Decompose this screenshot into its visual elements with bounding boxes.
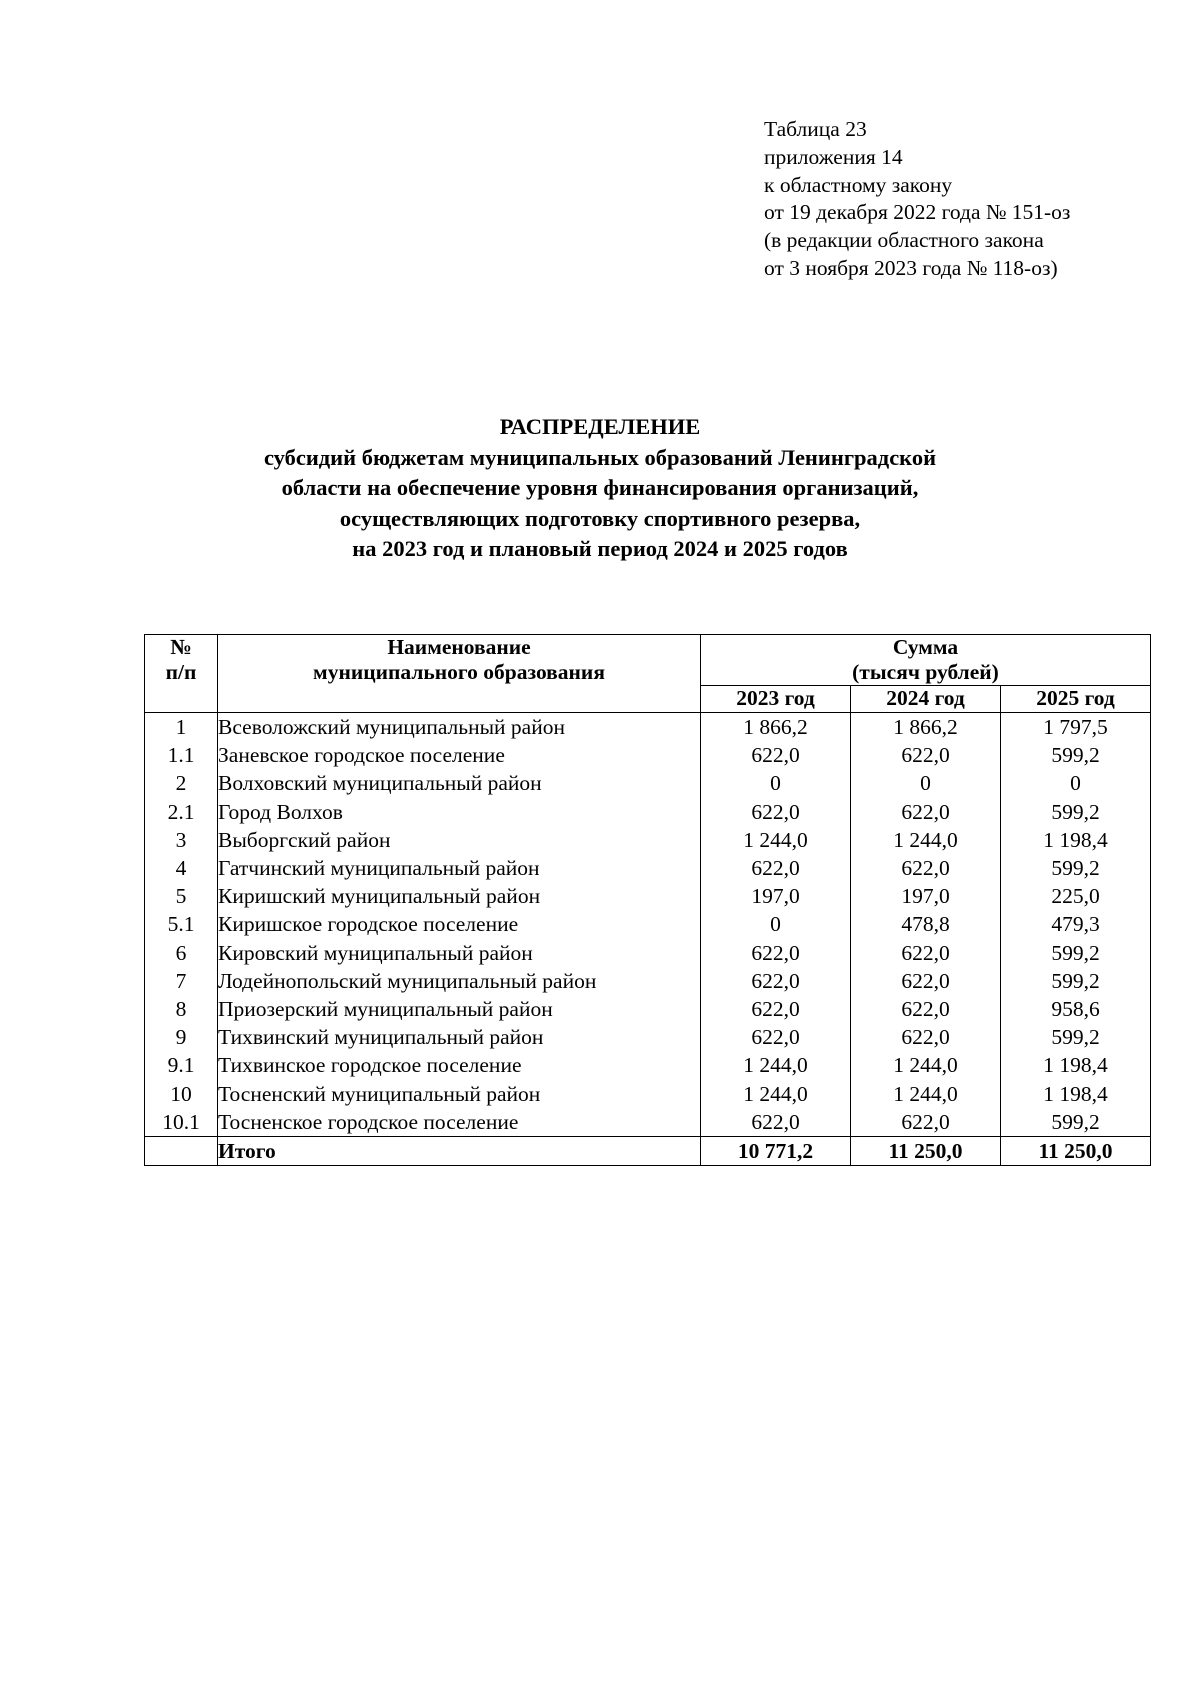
header-line: от 3 ноября 2023 года № 118-оз) [764,255,1058,280]
total-2025: 11 250,0 [1001,1136,1151,1165]
row-2024: 622,0 [851,967,1001,995]
col-header-sum-line1: Сумма [892,635,959,659]
header-line: (в редакции областного закона [764,228,1044,253]
row-2025: 599,2 [1001,1023,1151,1051]
col-header-2023: 2023 год [701,686,851,713]
title-line: на 2023 год и плановый период 2024 и 2025 годов [352,536,848,561]
row-2023: 1 244,0 [701,1051,851,1079]
row-name: Город Волхов [218,798,701,826]
row-2025: 599,2 [1001,798,1151,826]
title-line: осуществляющих подготовку спортивного резерва, [339,505,861,531]
row-name: Приозерский муниципальный район [218,995,701,1023]
row-2025: 1 198,4 [1001,1079,1151,1107]
col-header-sum-line2: (тысяч рублей) [852,660,999,684]
row-2023: 622,0 [701,967,851,995]
row-2025: 599,2 [1001,741,1151,769]
row-2024: 622,0 [851,741,1001,769]
row-2023: 622,0 [701,1023,851,1051]
row-number: 9.1 [145,1051,218,1079]
row-number: 7 [145,967,218,995]
col-header-num-line1: № [170,635,192,659]
col-header-sum [701,635,1151,686]
row-2023: 622,0 [701,741,851,769]
row-2023: 1 866,2 [701,713,851,742]
table-row [145,939,1151,967]
row-2024: 622,0 [851,939,1001,967]
row-2023: 0 [701,769,851,797]
row-2025: 599,2 [1001,854,1151,882]
row-number: 2.1 [145,798,218,826]
row-number: 3 [145,826,218,854]
row-name: Тосненский муниципальный район [218,1079,701,1107]
row-2023: 622,0 [701,939,851,967]
row-2024: 622,0 [851,1023,1001,1051]
row-number: 5 [145,882,218,910]
row-number: 8 [145,995,218,1023]
total-2023: 10 771,2 [701,1136,851,1165]
row-name: Выборгский район [218,826,701,854]
row-2023: 622,0 [701,995,851,1023]
row-number: 1.1 [145,741,218,769]
row-2024: 1 866,2 [851,713,1001,742]
row-2024: 1 244,0 [851,1079,1001,1107]
row-name: Киришское городское поселение [218,910,701,938]
row-number: 1 [145,713,218,742]
row-2023: 1 244,0 [701,1079,851,1107]
row-name: Всеволожский муниципальный район [218,713,701,742]
total-num-cell [145,1136,218,1165]
row-2025: 0 [1001,769,1151,797]
row-number: 10.1 [145,1108,218,1137]
document-header [764,116,1070,283]
row-number: 10 [145,1079,218,1107]
table-row [145,1108,1151,1137]
table-row [145,798,1151,826]
table-body [145,713,1151,1137]
col-header-name-line1: Наименование [387,635,531,659]
header-line: Таблица 23 [764,117,867,141]
row-2023: 197,0 [701,882,851,910]
col-header-name [218,635,701,713]
row-number: 4 [145,854,218,882]
table-row [145,854,1151,882]
document-title [150,412,1050,565]
row-number: 6 [145,939,218,967]
row-2023: 622,0 [701,798,851,826]
row-2023: 0 [701,910,851,938]
header-line: приложения 14 [764,144,903,169]
table-row [145,826,1151,854]
total-2024: 11 250,0 [851,1136,1001,1165]
col-header-num [145,635,218,713]
row-2023: 622,0 [701,1108,851,1137]
table-row [145,713,1151,742]
table-row [145,882,1151,910]
row-2023: 622,0 [701,854,851,882]
header-line: от 19 декабря 2022 года № 151-оз [764,200,1071,225]
row-2025: 599,2 [1001,939,1151,967]
row-2025: 1 198,4 [1001,826,1151,854]
row-name: Тихвинский муниципальный район [218,1023,701,1051]
total-label: Итого [218,1136,701,1165]
row-2024: 0 [851,769,1001,797]
row-2025: 958,6 [1001,995,1151,1023]
total-row [145,1136,1151,1165]
title-heading: РАСПРЕДЕЛЕНИЕ [499,414,701,439]
title-line: субсидий бюджетам муниципальных образований Ленинградской [263,444,937,470]
row-2025: 1 797,5 [1001,713,1151,742]
row-2024: 1 244,0 [851,826,1001,854]
col-header-num-line2: п/п [165,660,197,684]
row-name: Тихвинское городское поселение [218,1051,701,1079]
table-row [145,1079,1151,1107]
distribution-table [144,634,1151,1166]
row-2025: 479,3 [1001,910,1151,938]
col-header-name-line2: муниципального образования [313,660,605,684]
row-name: Заневское городское поселение [218,741,701,769]
table-row [145,741,1151,769]
row-number: 5.1 [145,910,218,938]
row-number: 9 [145,1023,218,1051]
row-name: Кировский муниципальный район [218,939,701,967]
row-number: 2 [145,769,218,797]
row-2024: 1 244,0 [851,1051,1001,1079]
col-header-2024: 2024 год [851,686,1001,713]
header-line: к областному закону [764,172,953,197]
row-name: Тосненское городское поселение [218,1108,701,1137]
row-name: Лодейнопольский муниципальный район [218,967,701,995]
table-row [145,769,1151,797]
table-row [145,995,1151,1023]
table-row [145,1023,1151,1051]
row-name: Волховский муниципальный район [218,769,701,797]
row-2023: 1 244,0 [701,826,851,854]
table-row [145,1051,1151,1079]
row-2024: 622,0 [851,1108,1001,1137]
table-row [145,967,1151,995]
row-2024: 622,0 [851,995,1001,1023]
row-2025: 599,2 [1001,967,1151,995]
row-name: Киришский муниципальный район [218,882,701,910]
row-2025: 599,2 [1001,1108,1151,1137]
row-2025: 1 198,4 [1001,1051,1151,1079]
row-2025: 225,0 [1001,882,1151,910]
row-2024: 478,8 [851,910,1001,938]
title-line: области на обеспечение уровня финансирования организаций, [281,475,919,500]
row-2024: 622,0 [851,798,1001,826]
row-2024: 197,0 [851,882,1001,910]
col-header-2025: 2025 год [1001,686,1151,713]
row-name: Гатчинский муниципальный район [218,854,701,882]
table-row [145,910,1151,938]
row-2024: 622,0 [851,854,1001,882]
